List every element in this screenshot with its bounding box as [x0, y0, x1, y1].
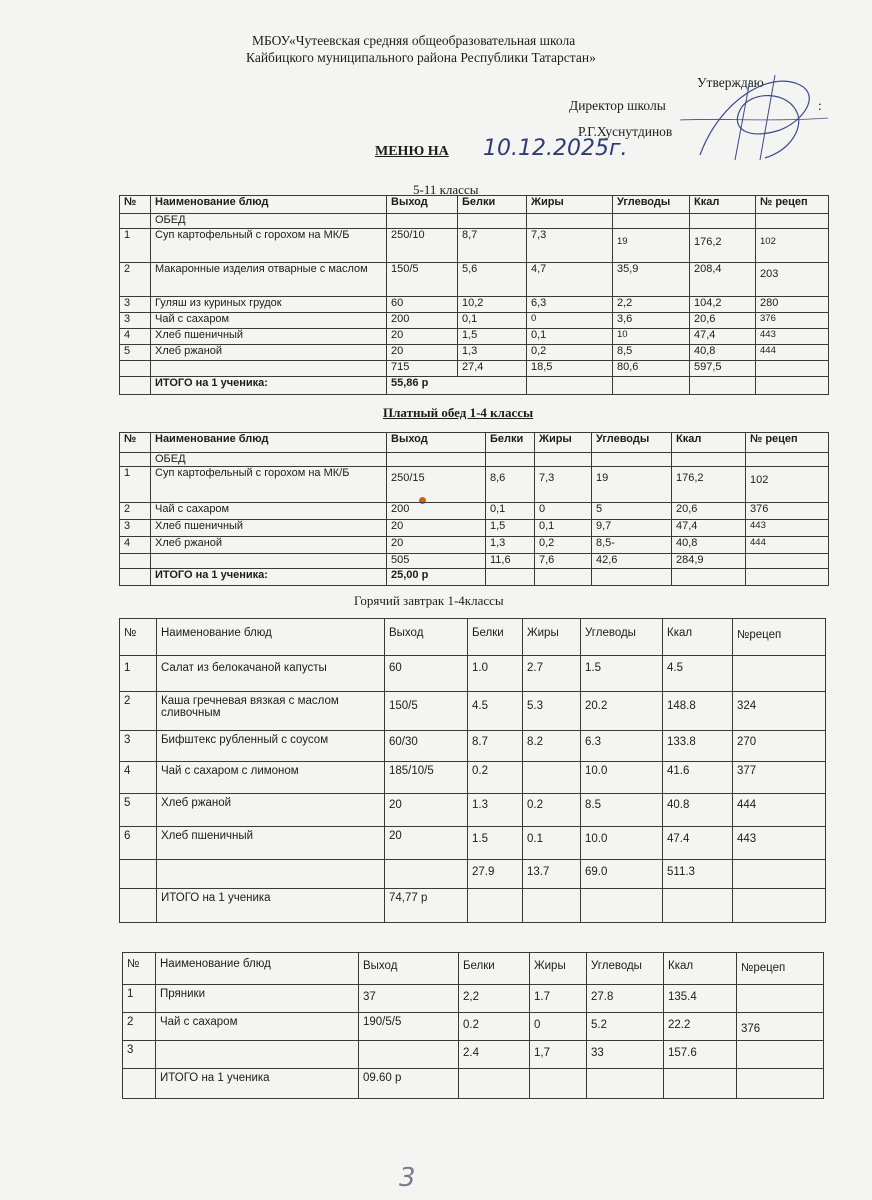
col-header: Выход [359, 953, 459, 985]
cell: 3 [120, 313, 151, 329]
cell: 8.2 [523, 731, 581, 762]
cell: 0,2 [527, 345, 613, 361]
cell: 444 [733, 794, 826, 827]
cell: Хлеб пшеничный [157, 827, 385, 860]
col-header: Наименование блюд [151, 196, 387, 214]
cell: 324 [733, 692, 826, 731]
table-row [120, 503, 829, 520]
cell: 5,6 [458, 263, 527, 297]
col-header: Углеводы [592, 433, 672, 453]
cell: 250/10 [387, 229, 458, 263]
section1-title: 5-11 классы [413, 182, 479, 197]
cell: 1,3 [458, 345, 527, 361]
col-header: №рецеп [733, 619, 826, 656]
cell: Макаронные изделия отварные с маслом [151, 263, 387, 297]
cell: 4.5 [663, 656, 733, 692]
table-row [120, 656, 826, 692]
table-row [123, 1013, 824, 1041]
cell: 10,2 [458, 297, 527, 313]
cell: 5.3 [523, 692, 581, 731]
cell: 443 [746, 520, 829, 537]
cell: 60 [387, 297, 458, 313]
cell: 443 [733, 827, 826, 860]
col-header: № [120, 196, 151, 214]
section4-header-row [123, 953, 824, 985]
cell: 20 [387, 537, 486, 554]
cell: 1.0 [468, 656, 523, 692]
cell: Чай с сахаром [151, 503, 387, 520]
cell: 7,6 [535, 554, 592, 569]
table-row [123, 985, 824, 1013]
cell: 2 [123, 1013, 156, 1041]
cell [523, 762, 581, 794]
cell: 376 [746, 503, 829, 520]
cell: 0,1 [458, 313, 527, 329]
cell: Бифштекс рубленный с соусом [157, 731, 385, 762]
table-row [123, 1041, 824, 1069]
cell: Гуляш из куриных грудок [151, 297, 387, 313]
cell: 444 [746, 537, 829, 554]
menu-label: МЕНЮ НА [375, 144, 449, 159]
cell: 33 [587, 1041, 664, 1069]
cell: 1.5 [581, 656, 663, 692]
cell: 10.0 [581, 762, 663, 794]
col-header: Белки [468, 619, 523, 656]
itogo-label: ИТОГО на 1 ученика [157, 889, 385, 923]
cell: 135.4 [664, 985, 737, 1013]
cell: 69.0 [581, 860, 663, 889]
cell: 1 [120, 229, 151, 263]
director-colon: : [818, 98, 822, 113]
col-header: Наименование блюд [151, 433, 387, 453]
cell: 8.7 [468, 731, 523, 762]
col-header: Белки [459, 953, 530, 985]
cell: 200 [387, 313, 458, 329]
col-header: Жиры [527, 196, 613, 214]
cell: Чай с сахаром [151, 313, 387, 329]
cell: 0.2 [523, 794, 581, 827]
col-header: Выход [385, 619, 468, 656]
col-header: Ккал [672, 433, 746, 453]
cell: 80,6 [613, 361, 690, 377]
cell [120, 554, 151, 569]
cell: 0,1 [486, 503, 535, 520]
section2-table [119, 432, 829, 586]
cell: 0.2 [468, 762, 523, 794]
cell: 0 [535, 503, 592, 520]
cell: 1.5 [468, 827, 523, 860]
cell: Каша гречневая вязкая с маслом сливочным [157, 692, 385, 731]
itogo-row [120, 889, 826, 923]
cell: 40.8 [663, 794, 733, 827]
cell: Пряники [156, 985, 359, 1013]
cell [385, 860, 468, 889]
col-header: Ккал [663, 619, 733, 656]
cell: 185/10/5 [385, 762, 468, 794]
cell: 6 [120, 827, 157, 860]
table-row [120, 731, 826, 762]
col-header: №рецеп [737, 953, 824, 985]
cell: 1.3 [468, 794, 523, 827]
cell: 22.2 [664, 1013, 737, 1041]
cell: 19 [613, 229, 690, 263]
col-header: Наименование блюд [156, 953, 359, 985]
cell: 2.4 [459, 1041, 530, 1069]
menu-date: 10.12.2025г. [483, 136, 628, 161]
table-row [120, 329, 829, 345]
table-row [120, 313, 829, 329]
cell: 7,3 [527, 229, 613, 263]
cell: 6.3 [581, 731, 663, 762]
section1-header-row [120, 196, 829, 214]
cell: 280 [756, 297, 829, 313]
cell: 1.7 [530, 985, 587, 1013]
cell: 1,3 [486, 537, 535, 554]
cell: 20.2 [581, 692, 663, 731]
col-header: Углеводы [613, 196, 690, 214]
school-name-line1: МБОУ«Чутеевская средняя общеобразовательная школа [252, 33, 576, 48]
itogo-row [123, 1069, 824, 1099]
cell: Хлеб ржаной [151, 537, 387, 554]
cell: Чай с сахаром с лимоном [157, 762, 385, 794]
cell [733, 656, 826, 692]
cell: 444 [756, 345, 829, 361]
cell: 376 [756, 313, 829, 329]
cell: 148.8 [663, 692, 733, 731]
totals-row [120, 860, 826, 889]
cell: Хлеб пшеничный [151, 329, 387, 345]
cell: 20 [385, 827, 468, 860]
cell: 8,7 [458, 229, 527, 263]
cell: 1,7 [530, 1041, 587, 1069]
cell: 0,1 [527, 329, 613, 345]
itogo-label: ИТОГО на 1 ученика [156, 1069, 359, 1099]
cell: 11,6 [486, 554, 535, 569]
cell [746, 554, 829, 569]
cell: 1 [120, 467, 151, 503]
col-header: Наименование блюд [157, 619, 385, 656]
cell: 2.7 [523, 656, 581, 692]
cell: 4 [120, 329, 151, 345]
cell: 270 [733, 731, 826, 762]
cell [120, 361, 151, 377]
itogo-label: ИТОГО на 1 ученика: [151, 569, 387, 586]
col-header: Белки [486, 433, 535, 453]
cell: 505 [387, 554, 486, 569]
cell [359, 1041, 459, 1069]
director-signature [680, 60, 830, 170]
cell: 20 [387, 520, 486, 537]
cell [156, 1041, 359, 1069]
itogo-row [120, 569, 829, 586]
cell: 18,5 [527, 361, 613, 377]
table-row [120, 263, 829, 297]
cell: 0.1 [523, 827, 581, 860]
cell: 284,9 [672, 554, 746, 569]
cell: 5 [120, 794, 157, 827]
cell: 443 [756, 329, 829, 345]
cell [120, 860, 157, 889]
cell: 41.6 [663, 762, 733, 794]
cell: 176,2 [672, 467, 746, 503]
cell: Хлеб ржаной [151, 345, 387, 361]
cell: 13.7 [523, 860, 581, 889]
approve-label: Утверждаю [697, 75, 764, 90]
cell: 27.9 [468, 860, 523, 889]
cell: 47,4 [690, 329, 756, 345]
cell: 42,6 [592, 554, 672, 569]
cell: 0,2 [535, 537, 592, 554]
table-row [120, 794, 826, 827]
cell: 2 [120, 692, 157, 731]
cell: 19 [592, 467, 672, 503]
itogo-label: ИТОГО на 1 ученика: [151, 377, 387, 395]
cell: 511.3 [663, 860, 733, 889]
section4-table [122, 952, 824, 1099]
cell: 9,7 [592, 520, 672, 537]
cell: 60/30 [385, 731, 468, 762]
cell: Хлеб ржаной [157, 794, 385, 827]
cell: 176,2 [690, 229, 756, 263]
cell: 102 [746, 467, 829, 503]
cell: 150/5 [385, 692, 468, 731]
cell: 104,2 [690, 297, 756, 313]
section1-table [119, 195, 829, 395]
cell: 0 [527, 313, 613, 329]
cell: 1,5 [486, 520, 535, 537]
cell: 27.8 [587, 985, 664, 1013]
cell: 0 [530, 1013, 587, 1041]
col-header: Жиры [523, 619, 581, 656]
section3-title: Горячий завтрак 1-4классы [354, 593, 504, 608]
cell: 3 [120, 731, 157, 762]
section2-title: Платный обед 1-4 классы [383, 405, 534, 420]
cell: 2,2 [459, 985, 530, 1013]
cell: 3 [120, 520, 151, 537]
table-row [120, 345, 829, 361]
cell: 1,5 [458, 329, 527, 345]
subheader-obed: ОБЕД [151, 453, 387, 467]
director-title: Директор школы [569, 98, 666, 113]
cell: 20,6 [690, 313, 756, 329]
itogo-row [120, 377, 829, 395]
cell: 60 [385, 656, 468, 692]
cell: 20 [387, 345, 458, 361]
cell [157, 860, 385, 889]
itogo-price: 09.60 р [359, 1069, 459, 1099]
col-header: Выход [387, 196, 458, 214]
cell: 208,4 [690, 263, 756, 297]
cell: Салат из белокачаной капусты [157, 656, 385, 692]
page-number: 3 [399, 1163, 416, 1193]
cell: 3 [123, 1041, 156, 1069]
cell: Чай с сахаром [156, 1013, 359, 1041]
section2-header-row [120, 433, 829, 453]
table-row [120, 467, 829, 503]
cell: 20 [387, 329, 458, 345]
cell: 2,2 [613, 297, 690, 313]
cell: 157.6 [664, 1041, 737, 1069]
cell: 0,1 [535, 520, 592, 537]
cell [737, 985, 824, 1013]
cell: 3,6 [613, 313, 690, 329]
cell: 1 [123, 985, 156, 1013]
subheader-obed: ОБЕД [151, 214, 387, 229]
table-row [120, 692, 826, 731]
col-header: № [120, 433, 151, 453]
cell: 8,5- [592, 537, 672, 554]
cell: Суп картофельный с горохом на МК/Б [151, 467, 387, 503]
cell: 5 [120, 345, 151, 361]
col-header: Углеводы [587, 953, 664, 985]
itogo-price: 74,77 р [385, 889, 468, 923]
col-header: Ккал [690, 196, 756, 214]
col-header: Выход [387, 433, 486, 453]
cell: 20 [385, 794, 468, 827]
cell: 2 [120, 263, 151, 297]
cell [737, 1041, 824, 1069]
cell: Хлеб пшеничный [151, 520, 387, 537]
director-name: Р.Г.Хуснутдинов [578, 124, 673, 139]
col-header: Белки [458, 196, 527, 214]
cell: 133.8 [663, 731, 733, 762]
col-header: Углеводы [581, 619, 663, 656]
totals-row [120, 361, 829, 377]
cell: 4.5 [468, 692, 523, 731]
cell: 10.0 [581, 827, 663, 860]
cell: 40,8 [690, 345, 756, 361]
cell: 10 [613, 329, 690, 345]
cell [756, 361, 829, 377]
cell: 35,9 [613, 263, 690, 297]
cell: 27,4 [458, 361, 527, 377]
cell: 597,5 [690, 361, 756, 377]
cell: 8.5 [581, 794, 663, 827]
cell: 37 [359, 985, 459, 1013]
col-header: № рецеп [756, 196, 829, 214]
section3-header-row [120, 619, 826, 656]
table-row [120, 520, 829, 537]
cell: 250/15 [387, 467, 486, 503]
col-header: № [123, 953, 156, 985]
cell: 0.2 [459, 1013, 530, 1041]
cell: 200 [387, 503, 486, 520]
table-row [120, 827, 826, 860]
cell: 5 [592, 503, 672, 520]
cell: 376 [737, 1013, 824, 1041]
section2-subheader-row [120, 453, 829, 467]
cell: 377 [733, 762, 826, 794]
section1-subheader-row [120, 214, 829, 229]
col-header: Ккал [664, 953, 737, 985]
cell: 4 [120, 537, 151, 554]
table-row [120, 297, 829, 313]
totals-row [120, 554, 829, 569]
cell: 20,6 [672, 503, 746, 520]
cell [151, 361, 387, 377]
table-row [120, 537, 829, 554]
cell [151, 554, 387, 569]
cell: 40,8 [672, 537, 746, 554]
col-header: Жиры [530, 953, 587, 985]
cell: 8,5 [613, 345, 690, 361]
cell: 6,3 [527, 297, 613, 313]
itogo-price: 55,86 р [387, 377, 527, 395]
cell: 7,3 [535, 467, 592, 503]
cell: 4 [120, 762, 157, 794]
cell: 8,6 [486, 467, 535, 503]
table-row [120, 762, 826, 794]
col-header: Жиры [535, 433, 592, 453]
cell: 4,7 [527, 263, 613, 297]
cell: 47.4 [663, 827, 733, 860]
school-name-line2: Кайбицкого муниципального района Республики Татарстан» [246, 50, 596, 65]
cell: 5.2 [587, 1013, 664, 1041]
cell: 715 [387, 361, 458, 377]
itogo-price: 25,00 р [387, 569, 486, 586]
cell: 1 [120, 656, 157, 692]
col-header: № [120, 619, 157, 656]
col-header: № рецеп [746, 433, 829, 453]
cell: 2 [120, 503, 151, 520]
cell: 190/5/5 [359, 1013, 459, 1041]
cell: 47,4 [672, 520, 746, 537]
section3-table [119, 618, 826, 923]
table-row [120, 229, 829, 263]
cell: 203 [756, 263, 829, 297]
cell: Суп картофельный с горохом на МК/Б [151, 229, 387, 263]
cell [733, 860, 826, 889]
cell: 3 [120, 297, 151, 313]
cell: 150/5 [387, 263, 458, 297]
cell: 102 [756, 229, 829, 263]
